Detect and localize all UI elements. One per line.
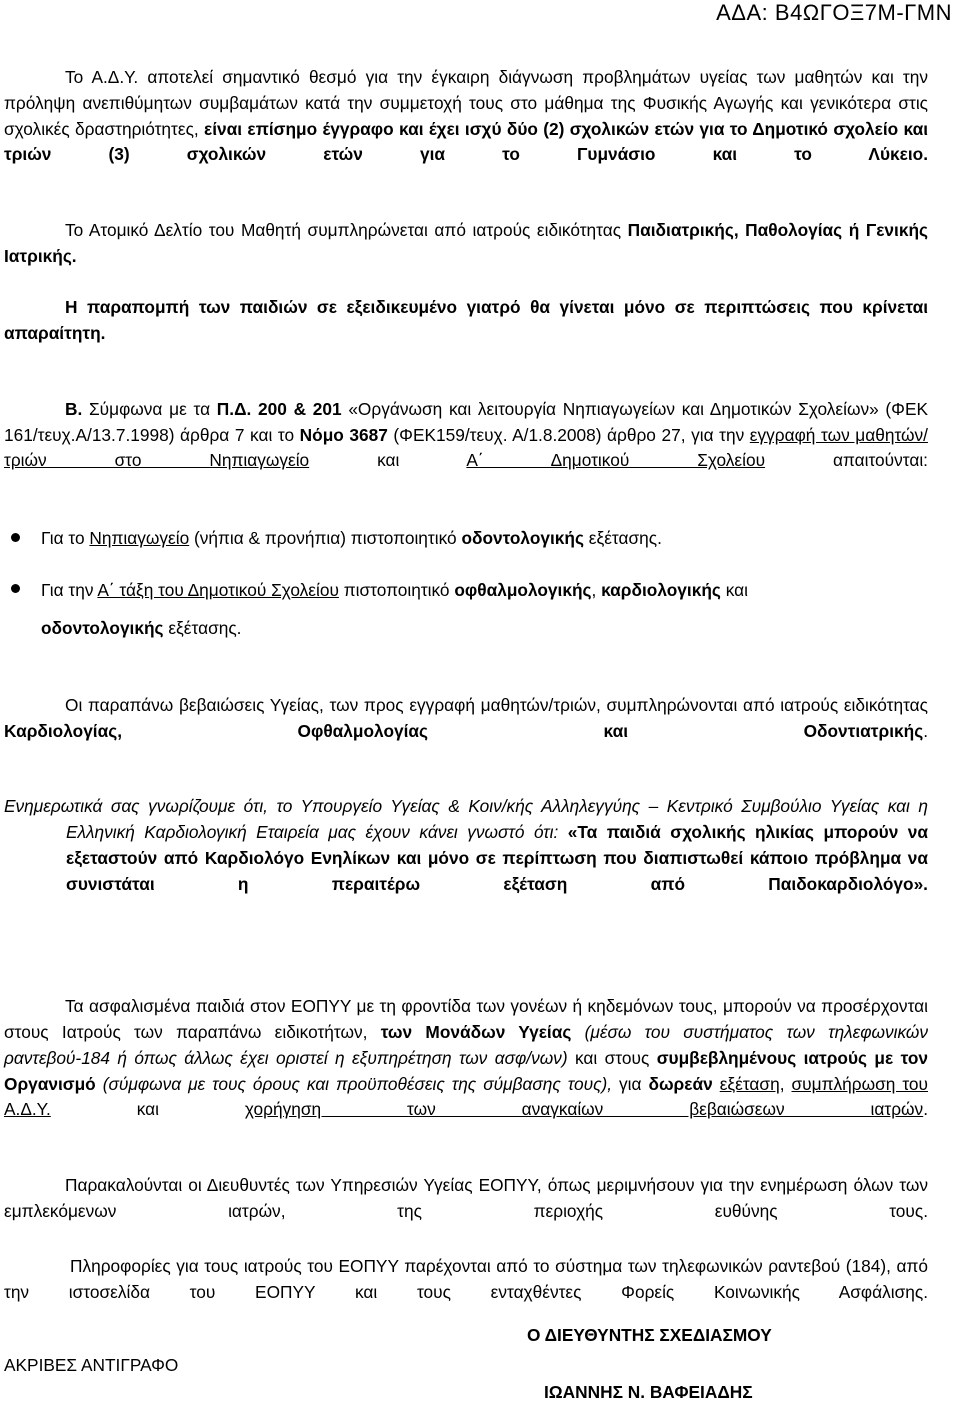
signatory-title: Ο ΔΙΕΥΘΥΝΤΗΣ ΣΧΕΔΙΑΣΜΟΥ (527, 1325, 772, 1345)
paragraph-directors-request: Παρακαλούνται οι Διευθυντές των Υπηρεσιών Υγείας ΕΟΠΥΥ, όπως μεριμνήσουν για την ενημέρωση όλων των εμπλεκόμενων ιατρών, της περιοχής ευθύνης τους. (4, 1174, 928, 1221)
paragraph-certificates: Οι παραπάνω βεβαιώσεις Υγείας, των προς εγγραφή μαθητών/τριών, συμπληρώνονται από ιατρούς ειδικότητας Καρδιολογίας, Οφθαλμολογίας και Οδοντιατρικής. (4, 694, 928, 741)
paragraph-ady-completion: Το Ατομικό Δελτίο του Μαθητή συμπληρώνεται από ιατρούς ειδικότητας Παιδιατρικής, Παθολογίας ή Γενικής Ιατρικής. (4, 219, 929, 266)
paragraph-referral: Η παραπομπή των παιδιών σε εξειδικευμένο γιατρό θα γίνεται μόνο σε περιπτώσεις που κρίνεται απαραίτητη. (4, 297, 928, 344)
bullet-icon (11, 584, 20, 593)
document-body (4, 65, 928, 1332)
certified-copy-note: ΑΚΡΙΒΕΣ ΑΝΤΙΓΡΑΦΟ (4, 1355, 179, 1375)
ada-code: ΑΔΑ: Β4ΩΓΟΞ7Μ-ΓΜΝ (716, 0, 952, 25)
requirements-list (4, 526, 928, 647)
paragraph-legal-basis: Β. Σύμφωνα με τα Π.Δ. 200 & 201 «Οργάνωση και λειτουργία Νηπιαγωγείων και Δημοτικών Σχολείων» (ΦΕΚ 161/τευχ.Α/13.7.1998) άρθρα 7 και το Νόμο 3687 (ΦΕΚ159/τευχ. Α/1.8.2008) άρθρο 27, για την εγγραφή των μαθητών/τριών στο Νηπιαγωγείο και Α΄ Δημοτικού Σχολείου απαιτούνται: (4, 398, 929, 471)
paragraph-information: Πληροφορίες για τους ιατρούς του ΕΟΠΥΥ παρέχονται από το σύστημα των τηλεφωνικών ραντεβού (184), από την ιστοσελίδα του ΕΟΠΥΥ και τους ενταχθέντες Φορείς Κοινωνικής Ασφάλισης. (4, 1256, 928, 1303)
paragraph-cardiology-notice: Ενημερωτικά σας γνωρίζουμε ότι, το Υπουργείο Υγείας & Κοιν/κής Αλληλεγγύης – Κεντρικό Συμβούλιο Υγείας και η Ελληνική Καρδιολογική Εταιρεία μας έχουν κάνει γνωστό ότι: «Τα παιδιά σχολικής ηλικίας μπορούν να εξεταστούν από Καρδιολόγο Ενηλίκων και μόνο σε περίπτωση που διαπιστωθεί κάποιο πρόβλημα να συνιστάται η περαιτέρω εξέταση από Παιδοκαρδιολόγο». (4, 796, 929, 894)
paragraph-eopyy-insured: Τα ασφαλισμένα παιδιά στον ΕΟΠΥΥ με τη φροντίδα των γονέων ή κηδεμόνων τους, μπορούν να προσέρχονται στους Ιατρούς των παραπάνω ειδικοτήτων, των Μονάδων Υγείας (μέσω του συστήματος των τηλεφωνικών ραντεβού-184 ή όπως άλλως έχει οριστεί η εξυπηρέτηση των ασφ/νων) και στους συμβεβλημένους ιατρούς με τον Οργανισμό (σύμφωνα με τους όρους και προϋποθέσεις της σύμβασης τους), για δωρεάν εξέταση, συμπλήρωση του Α.Δ.Υ. και χορήγηση των αναγκαίων βεβαιώσεων ιατρών. (4, 996, 929, 1120)
list-item: Για την Α΄ τάξη του Δημοτικού Σχολείου πιστοποιητικό οφθαλμολογικής, καρδιολογικής και οδοντολογικής εξέτασης. (4, 571, 928, 647)
paragraph-ady-importance: Το Α.Δ.Υ. αποτελεί σημαντικό θεσμό για την έγκαιρη διάγνωση προβλημάτων υγείας των μαθητών και την πρόληψη ανεπιθύμητων συμβαμάτων κατά την συμμετοχή τους στο μάθημα της Φυσικής Αγωγής και γενικότερα στις σχολικές δραστηριότητες, είναι επίσημο έγγραφο και έχει ισχύ δύο (2) σχολικών ετών για το Δημοτικό σχολείο και τριών (3) σχολικών ετών για το Γυμνάσιο και το Λύκειο. (4, 67, 928, 165)
list-item: Για το Νηπιαγωγείο (νήπια & προνήπια) πιστοποιητικό οδοντολογικής εξέτασης. (4, 526, 928, 552)
bullet-icon (11, 533, 20, 542)
signatory-name: ΙΩΑΝΝΗΣ Ν. ΒΑΦΕΙΑΔΗΣ (544, 1382, 753, 1402)
